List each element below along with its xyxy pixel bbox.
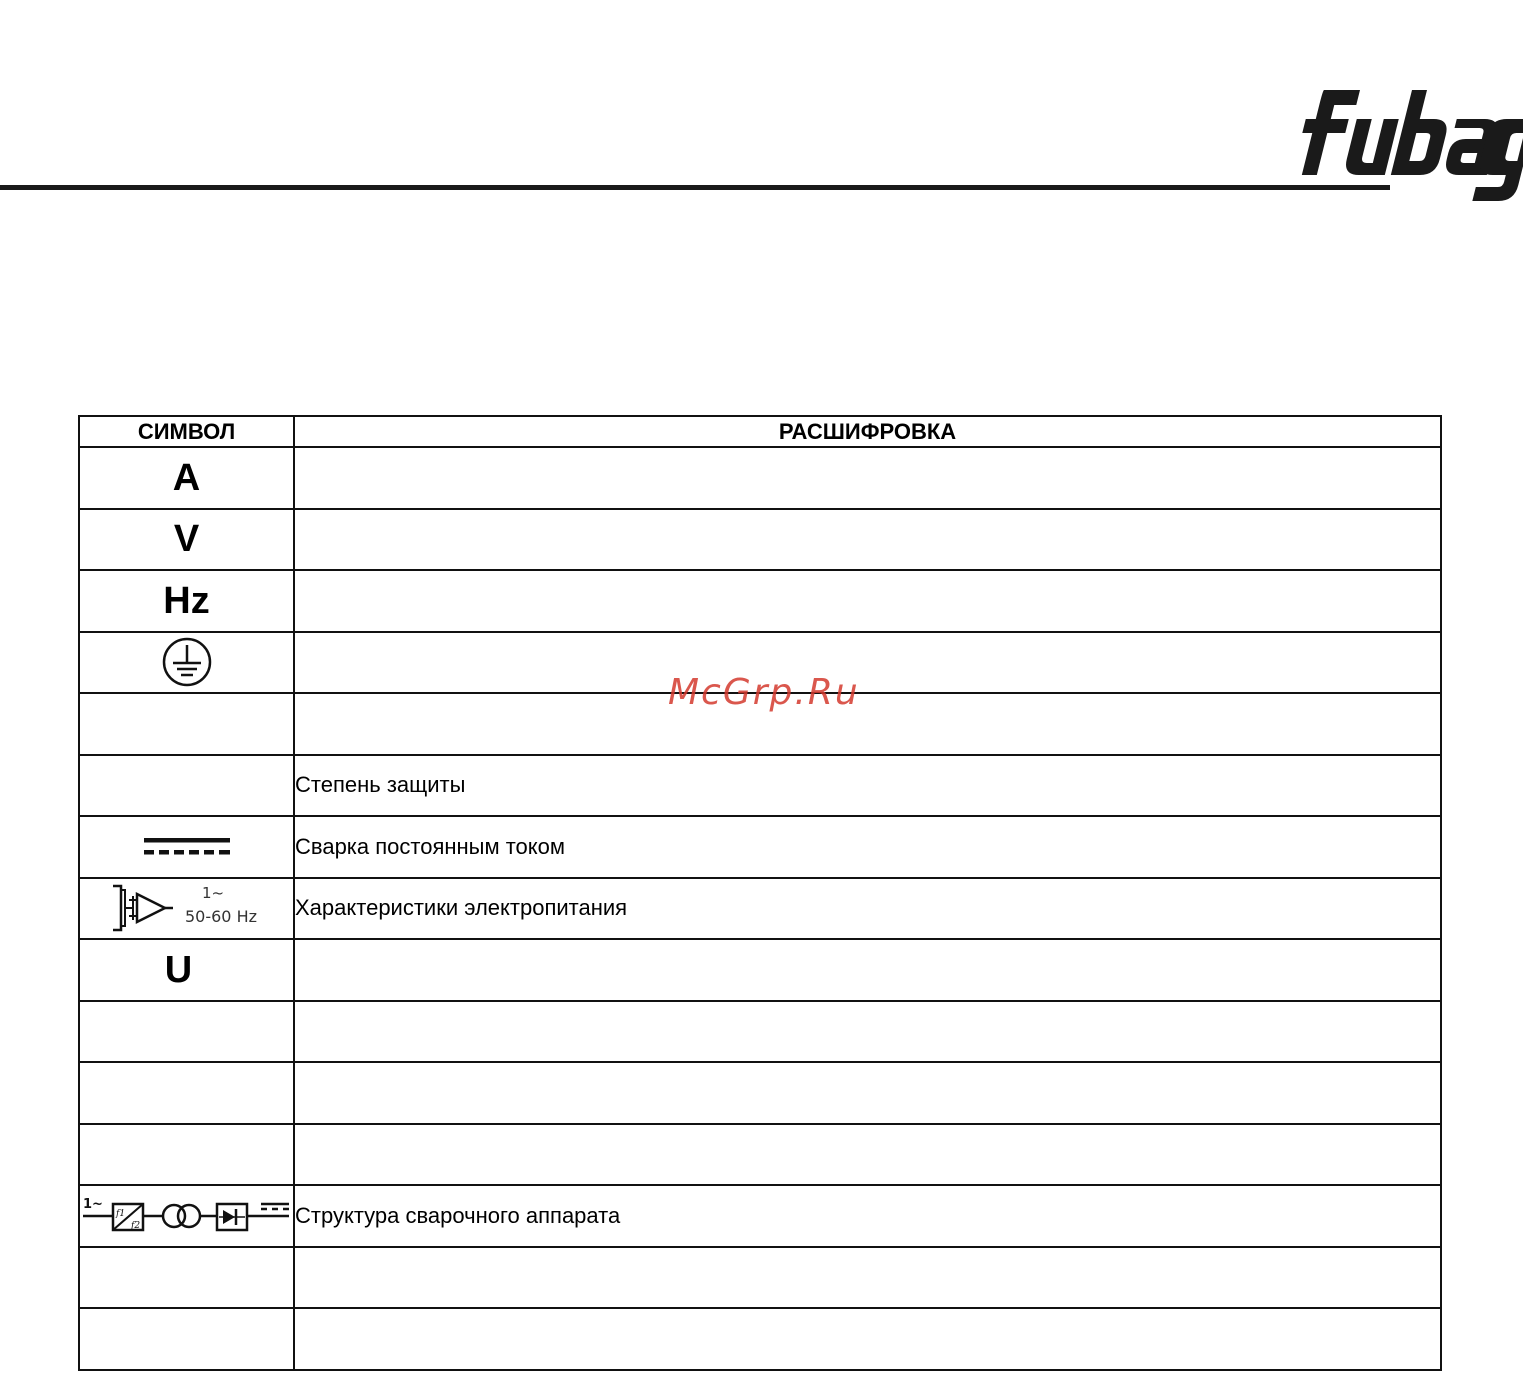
ampere-symbol: A [172, 456, 201, 499]
symbol-cell [79, 570, 294, 632]
power-supply-plug-icon [107, 880, 267, 936]
protective-earth-icon [161, 636, 213, 688]
symbol-cell [79, 1308, 294, 1370]
description-cell: Сварка постоянным током [294, 816, 1441, 878]
fubag-logo [1288, 82, 1523, 202]
hertz-symbol: Hz [163, 579, 210, 622]
volt-symbol: V [173, 518, 200, 561]
table-row [79, 755, 1441, 817]
structure-input-text: 1~ [82, 1196, 103, 1212]
description-cell: Степень защиты [294, 755, 1441, 817]
symbol-cell [79, 447, 294, 509]
table-row [79, 1185, 1441, 1247]
description-cell [294, 1001, 1441, 1063]
structure-f1-text: f1 [115, 1208, 125, 1219]
symbol-cell [79, 693, 294, 755]
description-cell [294, 1062, 1441, 1124]
description-cell [294, 447, 1441, 509]
table-row [79, 447, 1441, 509]
symbol-cell [79, 1247, 294, 1309]
description-cell [294, 1308, 1441, 1370]
description-column-header: РАСШИФРОВКА [294, 416, 1441, 447]
watermark-text: McGrp.Ru [668, 672, 860, 713]
symbol-column-header: СИМВОЛ [79, 416, 294, 447]
supply-phase-text: 1~ [201, 884, 224, 903]
table-row [79, 1062, 1441, 1124]
direct-current-icon [142, 836, 232, 858]
supply-frequency-text: 50-60 Hz [184, 907, 257, 927]
description-cell [294, 570, 1441, 632]
description-cell [294, 693, 1441, 755]
symbol-cell [79, 1124, 294, 1186]
symbol-cell [79, 1185, 294, 1247]
symbol-cell [79, 1062, 294, 1124]
description-cell [294, 1247, 1441, 1309]
description-cell [294, 632, 1441, 694]
symbol-cell [79, 755, 294, 817]
description-cell: Структура сварочного аппарата [294, 1185, 1441, 1247]
structure-f2-text: f2 [130, 1220, 140, 1231]
symbol-cell [79, 509, 294, 571]
table-row [79, 1247, 1441, 1309]
voltage-u-symbol: U [164, 948, 193, 991]
description-cell [294, 509, 1441, 571]
table-row [79, 1308, 1441, 1370]
table-header-row [79, 416, 1441, 447]
description-cell [294, 1124, 1441, 1186]
symbol-cell [79, 878, 294, 940]
table-row [79, 878, 1441, 940]
table-row [79, 1001, 1441, 1063]
description-cell: Характеристики электропитания [294, 878, 1441, 940]
symbol-cell [79, 1001, 294, 1063]
symbol-cell [79, 816, 294, 878]
table-row [79, 816, 1441, 878]
header-rule [0, 185, 1390, 190]
symbol-cell [79, 939, 294, 1001]
symbols-table [78, 415, 1442, 1371]
table-row [79, 509, 1441, 571]
description-cell [294, 939, 1441, 1001]
symbol-cell [79, 632, 294, 694]
table-row [79, 1124, 1441, 1186]
table-row [79, 570, 1441, 632]
inverter-structure-icon [81, 1194, 293, 1238]
table-row [79, 939, 1441, 1001]
